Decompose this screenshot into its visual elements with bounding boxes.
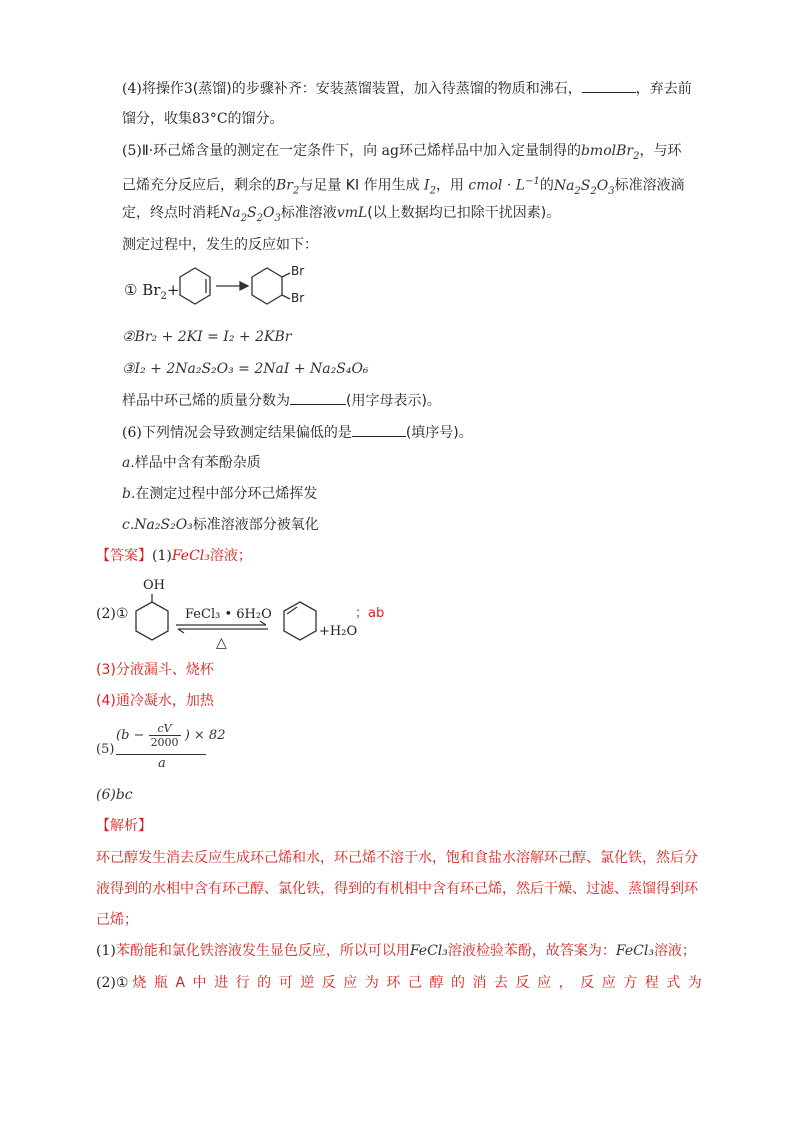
- q5-text-b: 环己烯样品中加入定量制得的: [398, 143, 581, 159]
- analysis-p5-word: 应: [343, 975, 358, 991]
- dibromocyclohexane-structure: [252, 268, 290, 304]
- q5-line-2: [122, 172, 685, 201]
- q5-br2-formula-sub: 2: [292, 185, 300, 197]
- analysis-tag: 【解析】: [96, 818, 152, 834]
- analysis-p5-word: 去: [494, 975, 508, 991]
- q6-option-b: [122, 484, 317, 504]
- q4-number: (4): [122, 81, 142, 97]
- q4-text-e: 的馏分。: [227, 111, 284, 127]
- analysis-p5-word: A: [175, 975, 186, 991]
- analysis-p3: 己烯；: [96, 912, 138, 928]
- analysis-p5-word: 为: [687, 975, 702, 991]
- q5-text-a: Ⅱ·环己烯含量的测定在一定条件下，向: [141, 143, 378, 159]
- analysis-p5-word: 己: [407, 975, 422, 991]
- reaction-1-br-top: Br: [291, 264, 305, 278]
- analysis-p5-number: (2)①: [96, 975, 129, 991]
- answer-2-heat: △: [216, 635, 227, 651]
- q6-option-b-label: b.: [122, 486, 136, 502]
- q6-option-c-text: 标准溶液部分被氧化: [192, 517, 319, 533]
- q5-text-g: 的: [539, 177, 554, 194]
- q5-text-c: ，与环: [639, 143, 682, 159]
- analysis-p2: 液得到的水相中含有环己醇、氯化铁，得到的有机相中含有环己烯，然后干燥、过滤、蒸馏得到环: [96, 881, 698, 897]
- analysis-p1: 环己醇发生消去反应生成环己烯和水，环己烯不溶于水，饱和食盐水溶解环己醇、氯化铁，然后分: [96, 850, 698, 866]
- answer-2-oh: OH: [143, 578, 165, 593]
- q5-mass-fraction: [122, 390, 441, 411]
- analysis-p5-word: 的: [257, 975, 272, 991]
- analysis-p4-formula: FeCl₃: [409, 943, 448, 959]
- analysis-p5-word: 反: [321, 975, 336, 991]
- q5-volume: vmL: [336, 205, 368, 221]
- analysis-p4-text-3: 溶液；: [653, 943, 696, 959]
- q5-mass-text: 样品中环己烯的质量分数为: [122, 393, 290, 409]
- q6-text-2: (填序号)。: [405, 425, 473, 441]
- q5-line-1: [122, 141, 681, 167]
- analysis-p5-word: 反: [515, 975, 530, 991]
- answer-5-numerator: [116, 722, 226, 749]
- q6-line-1: [122, 422, 473, 443]
- analysis-p5-text: [132, 973, 702, 993]
- q5-i2-sub: 2: [429, 185, 436, 197]
- analysis-p5-word: 行: [235, 975, 250, 991]
- analysis-p5-word: 的: [450, 975, 465, 991]
- q5-thiosulfate: $Na_2S_2O_3$: [553, 177, 615, 197]
- cyclohexene-structure: [180, 268, 210, 304]
- analysis-p5-word: 反: [580, 975, 595, 991]
- analysis-p5-word: 环: [386, 975, 401, 991]
- reaction-1-number: ①: [124, 281, 138, 299]
- analysis-p4-text: 苯酚能和氯化铁溶液发生显色反应，所以可以用: [115, 943, 410, 959]
- analysis-p5-word: 进: [214, 975, 229, 991]
- q6-option-a-label: a.: [122, 455, 135, 471]
- q5-mass-text-2: (用字母表示)。: [346, 393, 441, 409]
- answer-tag: 【答案】: [96, 548, 152, 564]
- q6-option-c: [122, 515, 319, 535]
- analysis-p5-word: 逆: [300, 975, 315, 991]
- answer-5-fraction-bar: [116, 754, 206, 755]
- analysis-p5-word: 应: [601, 975, 616, 991]
- q5-text-h: 标准溶液滴: [614, 177, 685, 194]
- analysis-p5-word: ，: [558, 975, 573, 991]
- analysis-p4-text-2: 溶液检验苯酚，故答案为：: [447, 943, 616, 959]
- reaction-1-plus: +: [166, 281, 180, 299]
- answer-5-pre: (b −: [116, 728, 145, 743]
- q5-answer-blank[interactable]: [290, 390, 346, 405]
- reaction-1-br2: Br: [142, 281, 161, 299]
- answer-5-denominator: a: [158, 756, 166, 771]
- answer-1-number: (1): [152, 548, 172, 564]
- analysis-p5-word: 式: [666, 975, 681, 991]
- analysis-p5-word: 程: [644, 975, 659, 991]
- analysis-p5-word: 可: [278, 975, 293, 991]
- q6-option-b-text: 在测定过程中部分环己烯挥发: [135, 486, 318, 502]
- answer-6: (6)bc: [96, 787, 133, 803]
- q6-option-c-formula: Na₂S₂O₃: [134, 517, 193, 533]
- q5-text-j: 标准溶液: [280, 205, 337, 221]
- analysis-p5: [96, 973, 702, 993]
- analysis-p5-word: 为: [364, 975, 379, 991]
- q4-op-number: 3: [183, 81, 193, 97]
- answer-2-tail: ；ab: [355, 606, 385, 621]
- q5-mass: ag: [381, 143, 399, 159]
- q4-text-a: 将操作: [141, 81, 184, 97]
- answer-5-post: ) × 82: [184, 728, 226, 743]
- cyclohexanol-structure: [136, 594, 168, 640]
- answer-line-1: [96, 546, 252, 566]
- q5-text-e: 与足量 KI 作用生成: [299, 177, 420, 194]
- q5-br2-formula: Br: [276, 177, 293, 194]
- answer-1-formula: FeCl₃: [171, 548, 210, 564]
- q4-answer-blank[interactable]: [582, 78, 636, 93]
- analysis-p5-word: 消: [472, 975, 487, 991]
- analysis-p5-word: 醇: [429, 975, 444, 991]
- q5-number: (5): [122, 143, 142, 159]
- analysis-p5-word: 瓶: [153, 975, 168, 991]
- reaction-1-br-bottom: Br: [291, 291, 305, 305]
- answer-2-water: +H₂O: [319, 624, 358, 639]
- answer-5-number: (5): [96, 742, 115, 757]
- q5-text-d: 己烯充分反应后，剩余的: [122, 177, 276, 194]
- answer-5-2000: 2000: [150, 736, 179, 749]
- q5-conc-sup: −1: [525, 176, 540, 187]
- answer-1-text: 溶液；: [209, 548, 252, 564]
- analysis-p5-word: 应: [537, 975, 552, 991]
- q4-text-b: (蒸馏)的步骤补齐：安装蒸馏装置，加入待蒸馏的物质和沸石，: [192, 81, 582, 97]
- cyclohexene-product-structure: [284, 602, 316, 640]
- q5-text-f: ，用: [435, 177, 464, 194]
- q4-text-c: ，弃去前: [635, 81, 692, 97]
- q5-line-4: 测定过程中，发生的反应如下：: [122, 237, 318, 253]
- answer-5-cv: cV: [149, 722, 181, 736]
- q5-thiosulfate-2: $Na_2S_2O_3$: [220, 205, 281, 224]
- q5-br2-sub: 2: [633, 150, 640, 162]
- q6-answer-blank[interactable]: [352, 422, 406, 437]
- q5-line-3: [122, 203, 560, 229]
- q5-i2-formula: I: [424, 177, 430, 194]
- analysis-p5-word: 中: [192, 975, 207, 991]
- answer-4: (4)通冷凝水，加热: [96, 693, 214, 709]
- analysis-p4-formula-2: FeCl₃: [615, 943, 654, 959]
- answer-2-catalyst: FeCl₃ • 6H₂O: [185, 607, 272, 622]
- q6-option-a-text: 样品中含有苯酚杂质: [134, 455, 261, 471]
- q6-option-c-label: c.: [122, 517, 135, 533]
- analysis-p5-word: 烧: [132, 975, 147, 991]
- q6-option-a: [122, 453, 261, 473]
- answer-2-number: (2)①: [96, 606, 129, 622]
- analysis-p4-number: (1): [96, 943, 116, 959]
- q6-number: (6): [122, 425, 142, 441]
- reaction-3: ③I₂ + 2Na₂S₂O₃ = 2NaI + Na₂S₄O₆: [122, 361, 369, 377]
- q5-text-i: 定，终点时消耗: [122, 205, 220, 221]
- reaction-arrow: [216, 282, 248, 290]
- q4-line-2: [122, 109, 284, 129]
- analysis-p4: [96, 941, 696, 961]
- q4-temp: 83°C: [192, 111, 228, 127]
- q5-conc: cmol · L: [468, 177, 526, 194]
- reaction-1-br2-sub: 2: [160, 291, 167, 302]
- q4-text-d: 馏分，收集: [122, 111, 192, 127]
- q5-text-k: (以上数据均已扣除干扰因素)。: [367, 205, 561, 221]
- q5-br2-amount: bmolBr: [580, 143, 634, 159]
- q4-line-1: [122, 78, 692, 99]
- answer-5-inner-fraction: [149, 722, 181, 749]
- q6-text: 下列情况会导致测定结果偏低的是: [141, 425, 352, 441]
- reaction-2: ②Br₂ + 2KI = I₂ + 2KBr: [122, 329, 292, 345]
- answer-3: (3)分液漏斗、烧杯: [96, 662, 214, 678]
- analysis-p5-word: 方: [623, 975, 638, 991]
